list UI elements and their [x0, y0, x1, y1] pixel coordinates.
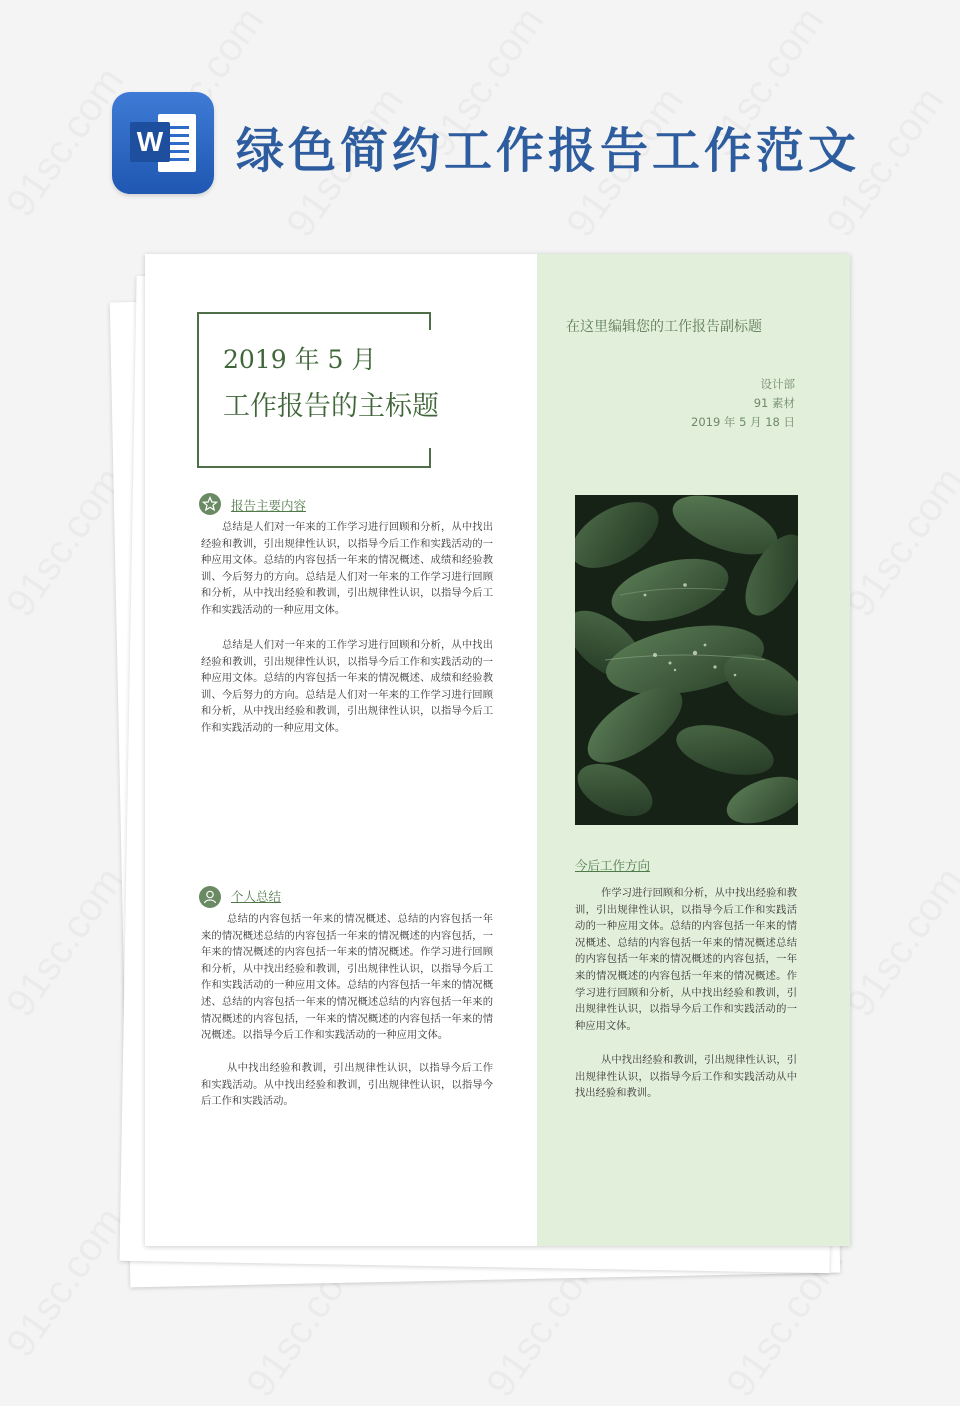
word-logo-icon	[112, 92, 214, 194]
future-direction-paragraph-2: 从中找出经验和教训，引出规律性认识，引出规律性认识，以指导今后工作和实践活动从中找出经验和教训。	[575, 1054, 797, 1100]
report-content-paragraph-2: 总结是人们对一年来的工作学习进行回顾和分析，从中找出经验和教训，引出规律性认识，以指导今后工作和实践活动的一种应用文体。总结的内容包括一年来的情况概述、成绩和经验教训、今后努力的方向。总结是人们对一年来的工作学习进行回顾和分析，从中找出经验和教训，引出规律性认识，以指导今后工作和实践活动的一种应用文体。	[201, 639, 493, 734]
future-direction-paragraph-1: 作学习进行回顾和分析，从中找出经验和教训，引出规律性认识，以指导今后工作和实践活动的一种应用文体。总结的内容包括一年来的情况概述、总结的内容包括一年来的情况概述总结的内容包括一年来的情况概述的内容包括，一年来的情况概述的内容包括一年来的情况概述。作学习进行回顾和分析，从中找出经验和教训，引出规律性认识，以指导今后工作和实践活动的一种应用文体。	[575, 887, 797, 1032]
report-content-paragraph-1: 总结是人们对一年来的工作学习进行回顾和分析，从中找出经验和教训，引出规律性认识，以指导今后工作和实践活动的一种应用文体。总结的内容包括一年来的情况概述、成绩和经验教训、今后努力的方向。总结是人们对一年来的工作学习进行回顾和分析，从中找出经验和教训，引出规律性认识，以指导今后工作和实践活动的一种应用文体。	[201, 521, 493, 616]
report-main-title: 工作报告的主标题	[223, 391, 439, 422]
star-icon	[199, 493, 221, 515]
report-subtitle: 在这里编辑您的工作报告副标题	[566, 319, 762, 335]
personal-summary-paragraph-2: 从中找出经验和教训，引出规律性认识，以指导今后工作和实践活动。从中找出经验和教训，引出规律性认识，以指导今后工作和实践活动。	[201, 1062, 493, 1108]
section-heading-report-content: 报告主要内容	[231, 498, 307, 513]
page-title: 绿色简约工作报告工作范文	[236, 123, 861, 179]
person-icon	[199, 886, 221, 908]
section-heading-future-direction: 今后工作方向	[575, 858, 651, 873]
report-date-line: 2019 年 5 月	[223, 345, 377, 374]
section-heading-personal-summary: 个人总结	[231, 889, 282, 904]
personal-summary-paragraph-1: 总结的内容包括一年来的情况概述、总结的内容包括一年来的情况概述总结的内容包括一年来的情况概述的内容包括，一年来的情况概述的内容包括一年来的情况概述。作学习进行回顾和分析，从中找出经验和教训，引出规律性认识，以指导今后工作和实践活动的一种应用文体。总结的内容包括一年来的情况概述、总结的内容包括一年来的情况概述总结的内容包括一年来的情况概述的内容包括，一年来的情况概述的内容包括一年来的情况概述。以指导今后工作和实践活动的一种应用文体。	[201, 913, 493, 1042]
author-label: 91 素材	[753, 396, 795, 410]
department-label: 设计部	[760, 377, 795, 391]
green-leaves-photo	[575, 495, 798, 825]
document-page	[145, 254, 850, 1246]
page-header	[0, 0, 960, 250]
report-date-full: 2019 年 5 月 18 日	[691, 415, 795, 429]
word-letter: W	[130, 122, 170, 162]
